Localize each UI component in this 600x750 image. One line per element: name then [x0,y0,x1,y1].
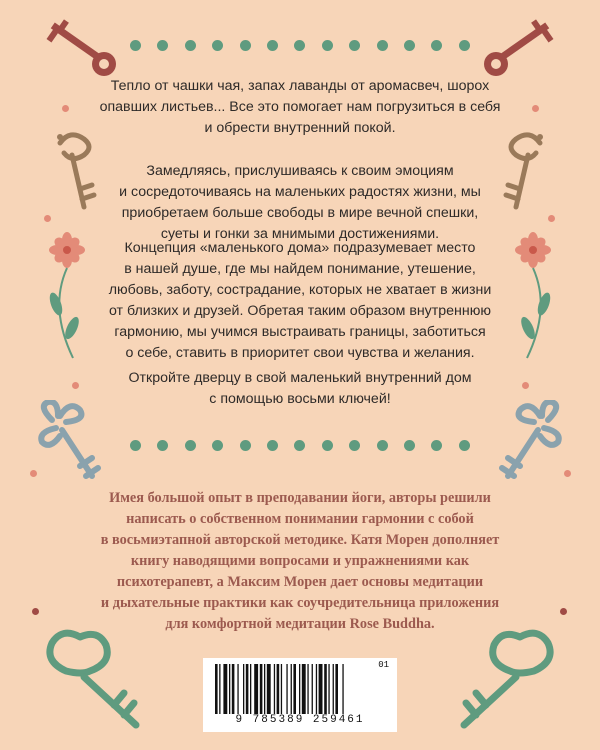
red-key-icon [480,10,562,80]
decor-dot [564,470,571,477]
text-line: Имея большой опыт в преподавании йоги, авторы решили [109,490,491,506]
decor-dot [532,105,539,112]
decor-dot [560,608,567,615]
text-line: гармонию, мы учимся выстраивать границы, заботиться [114,324,486,340]
text-line: Замедляясь, прислушиваясь к своим эмоциям [146,163,454,179]
blue-key-icon [30,400,110,495]
decor-dot [72,382,79,389]
isbn-barcode [203,658,397,732]
text-line: приобретаем больше свободы в мире вечной спешки, [121,205,479,221]
decor-dot [522,382,529,389]
text-line: Тепло от чашки чая, запах лаванды от аромасвеч, шорох [110,78,490,94]
dots-divider-top [130,38,470,52]
flower-icon [508,232,558,362]
intro-paragraph-4 [95,368,505,410]
decor-dot [32,608,39,615]
text-line: о себе, ставить в приоритет свои чувства и желания. [125,345,475,361]
intro-paragraph-1 [95,76,505,139]
green-key-icon [440,625,560,735]
text-line: от близких и друзей. Обретая таким образом внутреннюю [108,303,492,319]
intro-paragraph-2 [95,161,505,245]
text-line: любовь, заботу, сострадание, которых не хватает в жизни [108,282,492,298]
text-line: для комфортной медитации Rose Buddha. [165,616,435,632]
text-line: психотерапевт, а Максим Морен дает основы медитации [116,574,484,590]
text-line: книгу наводящими вопросами и упражнениями как [130,553,470,569]
text-line: и дыхательные практики как соучредительница приложения [100,595,500,611]
blue-key-icon [490,400,570,495]
text-line: и сосредоточиваясь на маленьких радостях жизни, мы [119,184,481,200]
text-line: суеты и гонки за мнимыми достижениями. [160,226,440,242]
text-line: опавших листьев... Все это помогает нам погрузиться в себя [99,99,501,115]
red-key-icon [38,10,120,80]
text-line: с помощью восьми ключей! [209,391,391,407]
green-key-icon [40,625,160,735]
decor-dot [30,470,37,477]
text-line: в восьмиэтапной авторской методике. Катя Морен дополняет [100,532,500,548]
text-line: и обрести внутренний покой. [204,120,396,136]
isbn-number: 9 785389 259461 [235,714,365,726]
text-line: Откройте дверцу в свой маленький внутренний дом [128,370,472,386]
author-description [70,488,530,635]
flower-icon [42,232,92,362]
barcode-addon: 01 [378,660,389,670]
decor-dot [62,105,69,112]
dots-divider-middle [130,438,470,452]
intro-paragraph-3 [95,238,505,364]
text-line: Концепция «маленького дома» подразумевает место [124,240,476,256]
text-line: в нашей душе, где мы найдем понимание, утешение, [124,261,476,277]
text-line: написать о собственном понимании гармонии с собой [126,511,474,527]
barcode-bars [215,664,385,714]
decor-dot [548,215,555,222]
decor-dot [44,215,51,222]
